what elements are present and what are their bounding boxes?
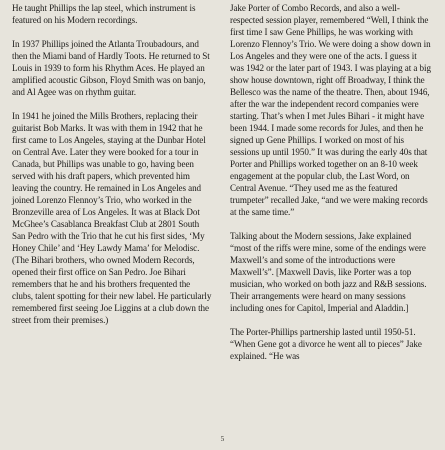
paragraph: He taught Phillips the lap steel, which instrument is featured on his Modern recordings.: [12, 3, 196, 26]
paragraph: Talking about the Modern sessions, Jake explained “most of the riffs were mine, some of the endings were Maxwell’s and some of the introductions were Maxwell’s”. [Maxwell Davis, like Porter was a top musician, who worked on both jazz and R&B sessions. Their arrangements were heard on many sessions including ones for Capitol, Imperial and Aladdin.]: [230, 231, 427, 314]
left-text-column: [12, 2, 213, 326]
paragraph: Jake Porter of Combo Records, and also a well-respected session player, remembered “Well, I think the first time I saw Gene Phillips, he was working with Lorenzo Flennoy’s Trio. We were doing a show down in Los Angeles and they were one of the acts. I guess it was 1942 or the later part of 1943. I was playing at a big show house downtown, right off Broadway, I think the Bellesco was the name of the theatre. Then, about 1946, after the war the independent record companies were starting. That’s when I met Jules Bihari - it might have been 1944. I made some records for Jules, and then he signed up Gene Phillips. I worked on most of his sessions up until 1950.” It was during the early 40s that Porter and Phillips worked together on an 8-10 week engagement at the popular club, the Last Word, on Central Avenue. “They used me as the featured trumpeter” recalled Jake, “and we were making records at the same time.”: [230, 3, 431, 218]
paragraph: In 1937 Phillips joined the Atlanta Troubadours, and then the Miami band of Hardly Toots. He returned to St Louis in 1939 to form his Rhythm Aces. He played an amplified acoustic Gibson, Floyd Smith was on banjo, and Al Agee was on rhythm guitar.: [12, 39, 210, 98]
paragraph: In 1941 he joined the Mills Brothers, replacing their guitarist Bob Marks. It was with them in 1942 that he first came to Los Angeles, staying at the Dunbar Hotel on Central Ave. Later they were booked for a tour in Canada, but Phillips was unable to go, having been served with his draft papers, which prevented him leaving the country. He remained in Los Angeles and joined Lorenzo Flennoy’s Trio, who worked in the Bronzeville area of Los Angeles. It was at Black Dot McGhee’s Casablanca Breakfast Club at 2801 South San Pedro with the Trio that he cut his first sides, ‘My Honey Chile’ and ‘Hey Lawdy Mama’ for Melodisc. (The Bihari brothers, who owned Modern Records, opened their first office on San Pedro. Joe Bihari remembers that he and his brothers frequented the clubs, talent spotting for their new label. He particularly remembered first seeing Joe Liggins at a club down the street from their premises.): [12, 111, 212, 326]
paragraph: The Porter-Phillips partnership lasted until 1950-51. “When Gene got a divorce he went all to pieces” Jake explained. “He was: [230, 327, 422, 362]
right-text-column: [230, 2, 431, 362]
page-number: 5: [220, 435, 225, 443]
